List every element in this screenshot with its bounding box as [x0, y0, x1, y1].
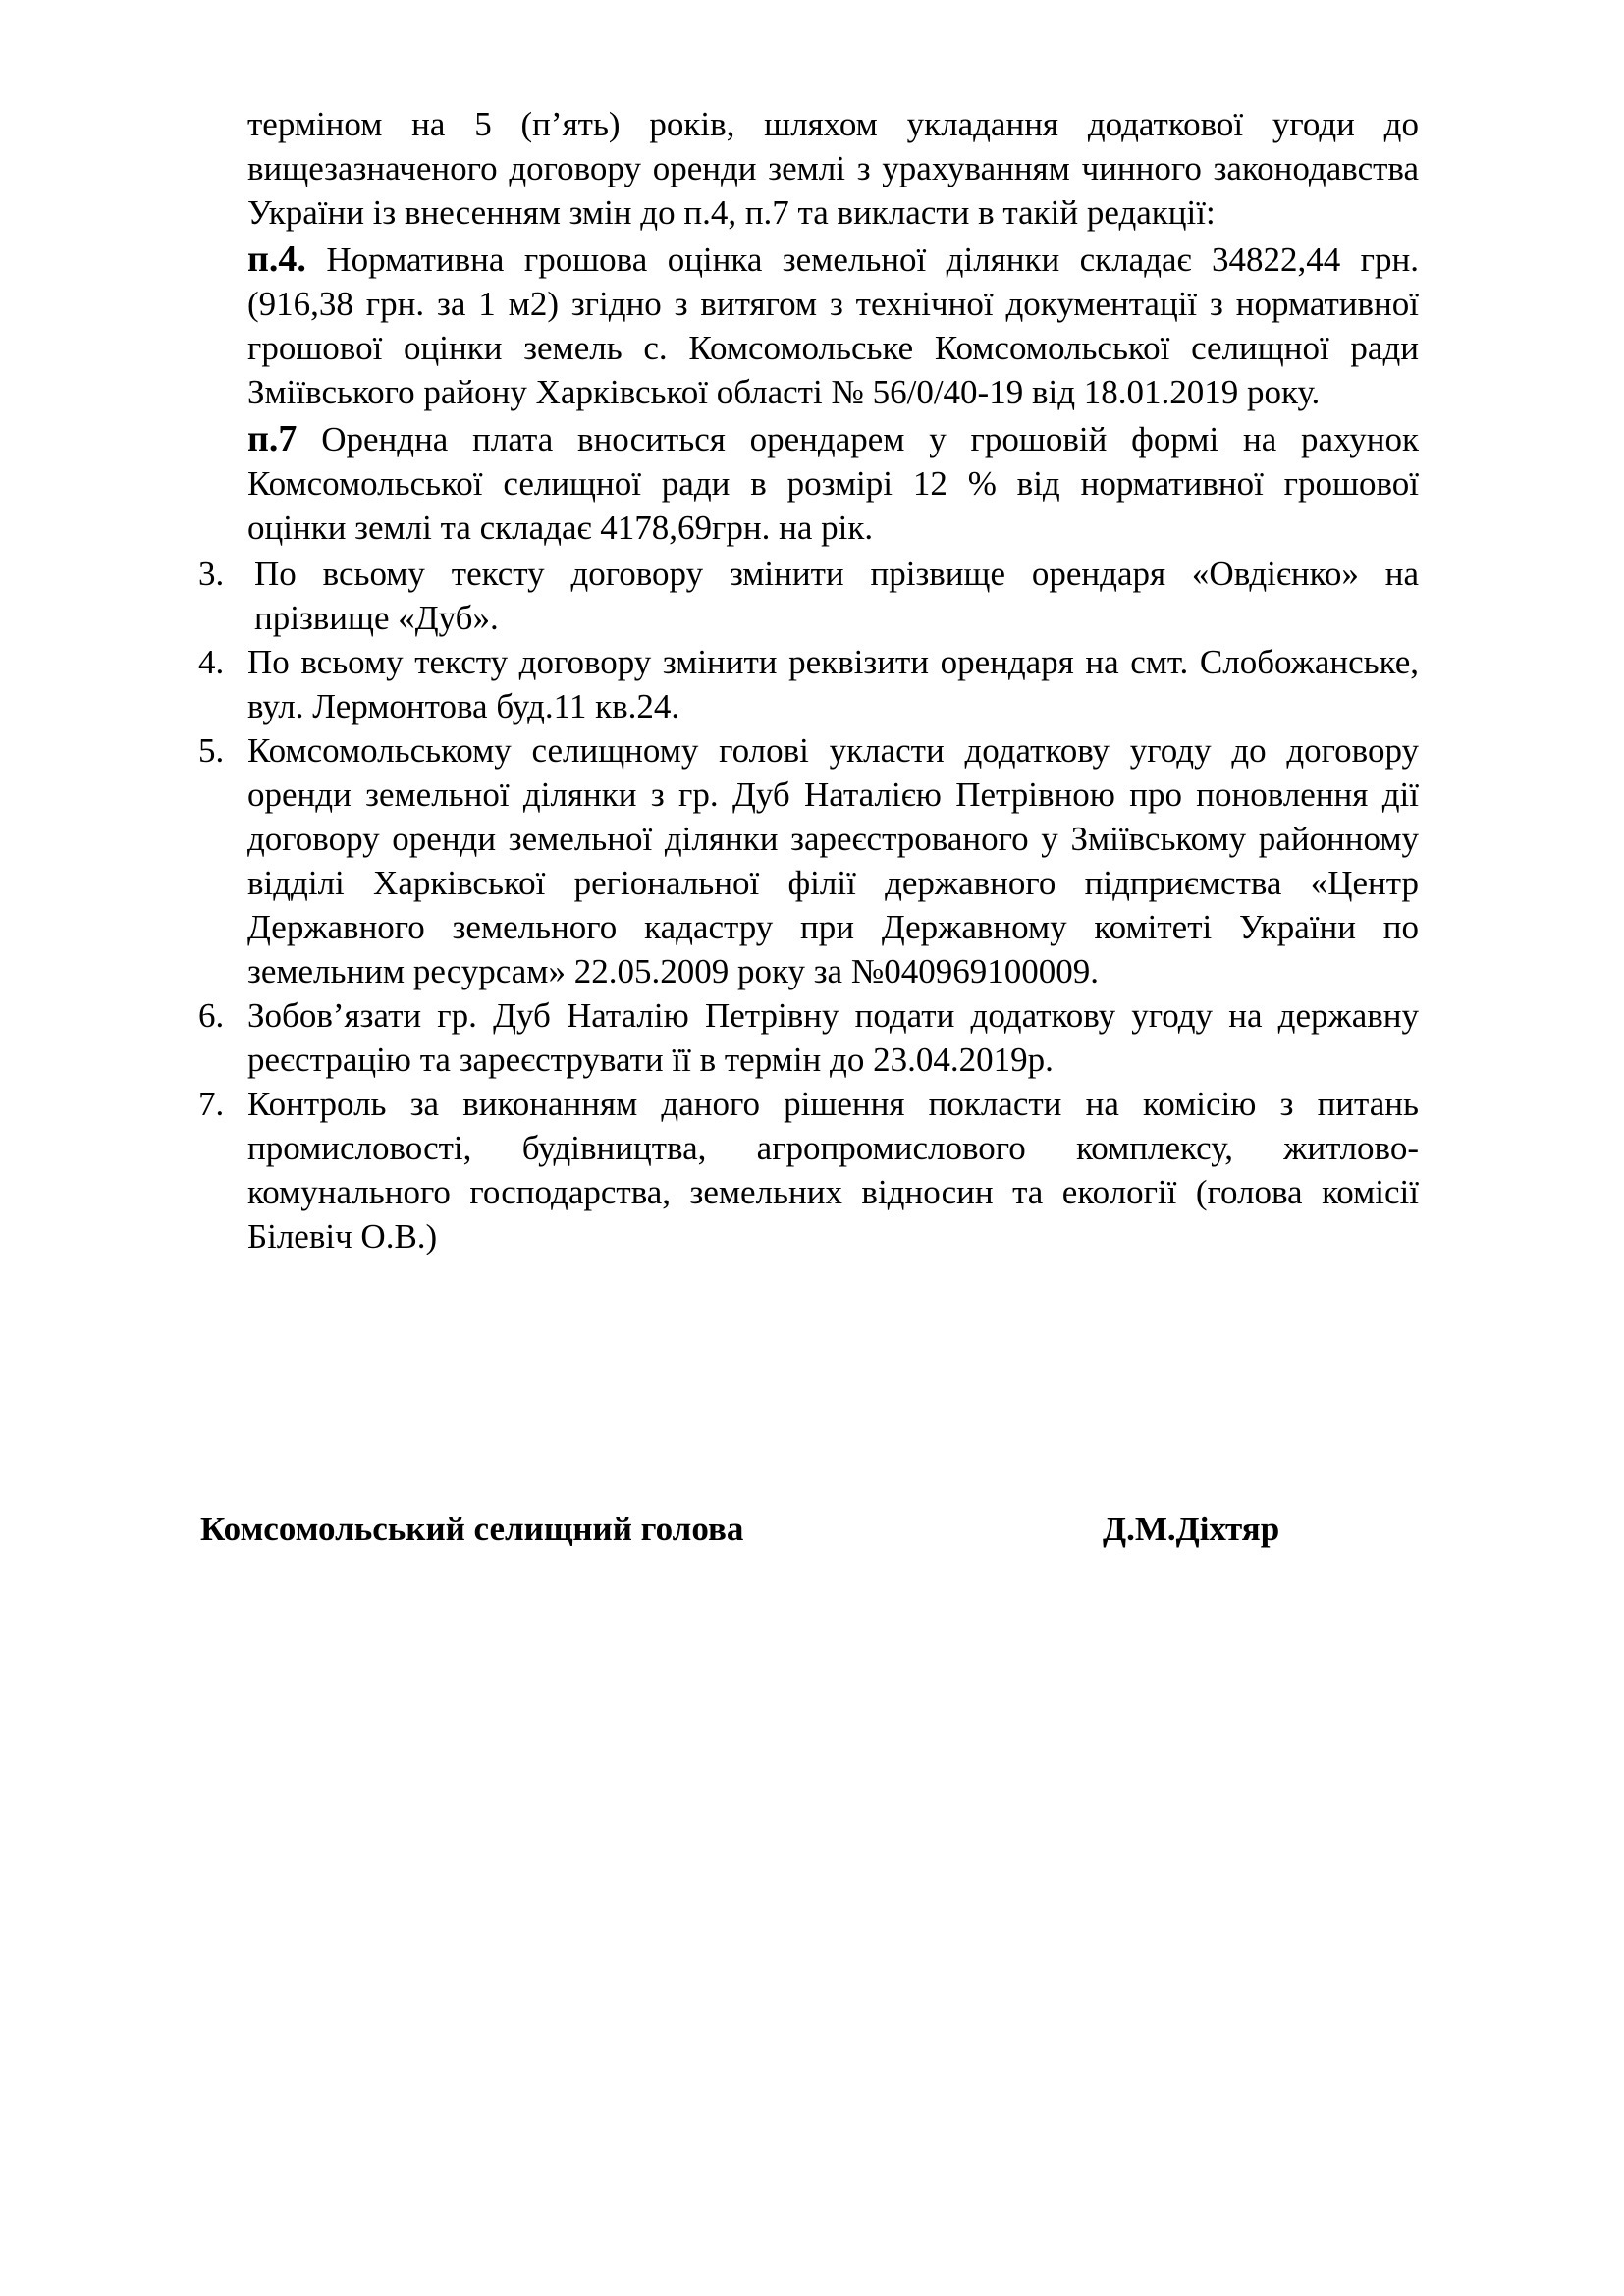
list-item-text: Комсомольському селищному голові укласти додаткову угоду до договору оренди земельної ділянки з гр. Дуб Наталією Петрівною про поновлення дії договору оренди земельної ділянки зареєстрованого у Зміївському районному відділі Харківської регіональної філії державного підприємства «Центр Державного земельного кадастру при Державному комітеті України по земельним ресурсам» 22.05.2009 року за №040969100009. [247, 731, 1419, 990]
list-item-text: Зобов’язати гр. Дуб Наталію Петрівну подати додаткову угоду на державну реєстрацію та зареєструвати її в термін до 23.04.2019р. [247, 996, 1419, 1079]
list-item-number: 6. [198, 996, 225, 1035]
list-item-number: 4. [198, 643, 225, 681]
list-item-text: По всьому тексту договору змінити реквізити орендаря на смт. Слобожанське, вул. Лермонтова буд.11 кв.24. [247, 643, 1419, 725]
clause-4-text: Нормативна грошова оцінка земельної ділянки складає 34822,44 грн. (916,38 грн. за 1 м2) згідно з витягом з технічної документації з нормативної грошової оцінки земель с. Комсомольське Комсомольської селищної ради Зміївського району Харківської області № 56/0/40-19 від 18.01.2019 року. [247, 240, 1419, 411]
list-item [198, 640, 1419, 728]
clause-7-paragraph [247, 417, 1419, 550]
document-body [198, 102, 1419, 1258]
clause-4-paragraph [247, 238, 1419, 414]
list-item-number: 5. [198, 731, 225, 770]
signatory-name: Д.М.Діхтяр [1103, 1510, 1280, 1548]
clause-7-text: Орендна плата вноситься орендарем у грошовій формі на рахунок Комсомольської селищної ради в розмірі 12 % від нормативної грошової оцінки землі та складає 4178,69грн. на рік. [247, 420, 1419, 547]
clause-4-lead: п.4. [247, 239, 306, 280]
list-item [198, 993, 1419, 1082]
list-item [198, 728, 1419, 993]
signatory-title: Комсомольський селищний голова [200, 1510, 744, 1548]
list-item [198, 552, 1419, 640]
list-item-number: 3. [198, 555, 225, 593]
list-item-number: 7. [198, 1085, 225, 1123]
list-item-text: По всьому тексту договору змінити прізвище орендаря «Овдієнко» на прізвище «Дуб». [254, 555, 1419, 637]
list-item-text: Контроль за виконанням даного рішення покласти на комісію з питань промисловості, будівництва, агропромислового комплексу, житлово-комунального господарства, земельних відносин та екології (голова комісії Білевіч О.В.) [247, 1085, 1419, 1255]
clause-7-lead: п.7 [247, 418, 298, 459]
continuation-paragraph: терміном на 5 (п’ять) років, шляхом укладання додаткової угоди до вищезазначеного договору оренди землі з урахуванням чинного законодавства України із внесенням змін до п.4, п.7 та викласти в такій редакції: [247, 105, 1419, 232]
list-item [198, 1082, 1419, 1258]
numbered-list [198, 552, 1419, 1258]
